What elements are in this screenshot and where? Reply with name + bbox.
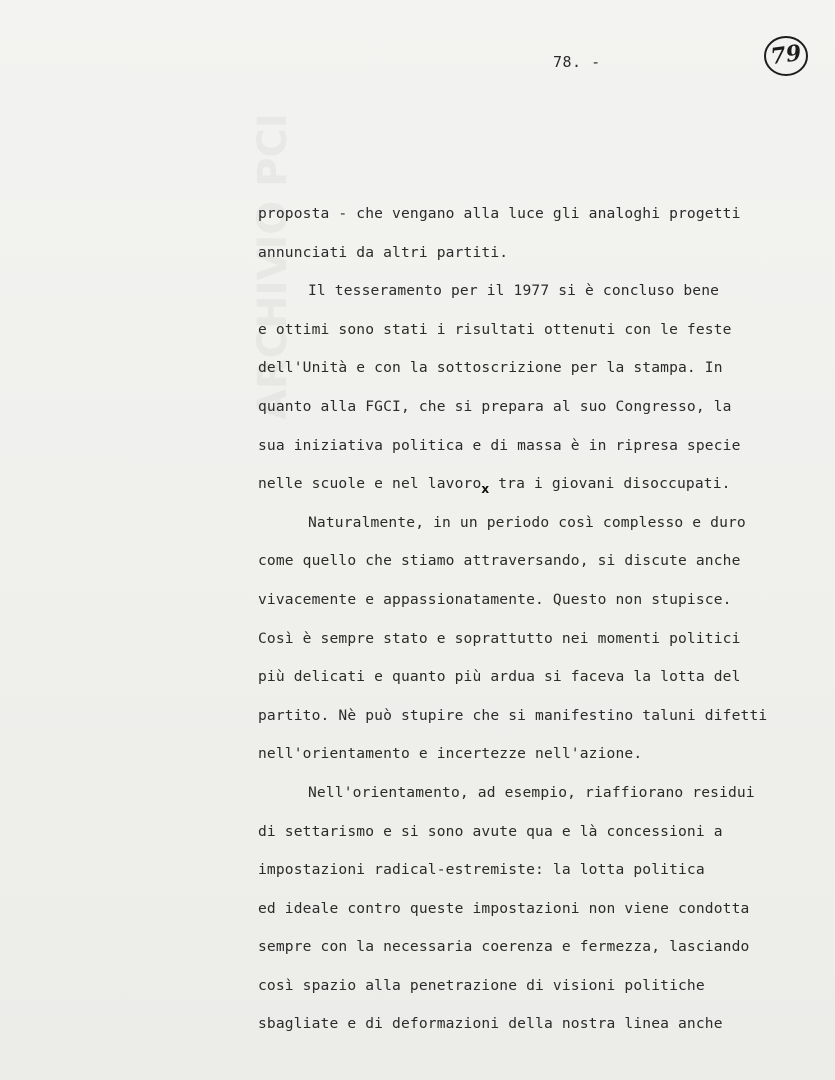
text-line: sempre con la necessaria coerenza e fermezza, lasciando [258,938,750,956]
text-line: di settarismo e si sono avute qua e là concessioni a [258,822,723,840]
text-line: sbagliate e di deformazioni della nostra linea anche [258,1015,723,1033]
text-line: proposta - che vengano alla luce gli analoghi progetti [258,205,741,222]
text-line: nell'orientamento e incertezze nell'azione. [258,745,643,763]
text-line-part: tra i giovani disoccupati. [489,475,731,493]
text-line: dell'Unità e con la sottoscrizione per la stampa. In [258,359,723,377]
handwritten-correction-mark: x [481,482,490,497]
page-number: 78. - [553,53,601,71]
text-line: partito. Nè può stupire che si manifestino taluni difetti [258,706,768,724]
text-line: come quello che stiamo attraversando, si discute anche [258,552,741,570]
paragraph-start-line: Nell'orientamento, ad esempio, riaffiorano residui [308,783,755,801]
text-line: annunciati da altri partiti. [258,243,509,261]
body-text [258,204,828,1053]
archive-watermark: ARCHIVIO PCI [250,113,296,420]
text-line: quanto alla FGCI, che si prepara al suo Congresso, la [258,397,732,415]
text-line: ed ideale contro queste impostazioni non viene condotta [258,899,750,917]
text-line: impostazioni radical-estremiste: la lotta politica [258,861,705,879]
text-line: più delicati e quanto più ardua si faceva la lotta del [258,668,741,686]
text-line [258,474,828,513]
text-line: sua iniziativa politica e di massa è in ripresa specie [258,436,741,454]
paragraph-start-line: Naturalmente, in un periodo così complesso e duro [308,513,746,531]
text-line: e ottimi sono stati i risultati ottenuti con le feste [258,320,732,338]
archive-stamp [762,34,810,78]
text-line-part: nelle scuole e nel lavoro [258,475,482,493]
text-line: Così è sempre stato e soprattutto nei momenti politici [258,629,741,647]
text-line: vivacemente e appassionatamente. Questo non stupisce. [258,590,732,608]
text-line: così spazio alla penetrazione di visioni politiche [258,976,705,994]
paragraph-start-line: Il tesseramento per il 1977 si è concluso bene [308,282,720,300]
stamp-label: 79 [769,39,803,71]
